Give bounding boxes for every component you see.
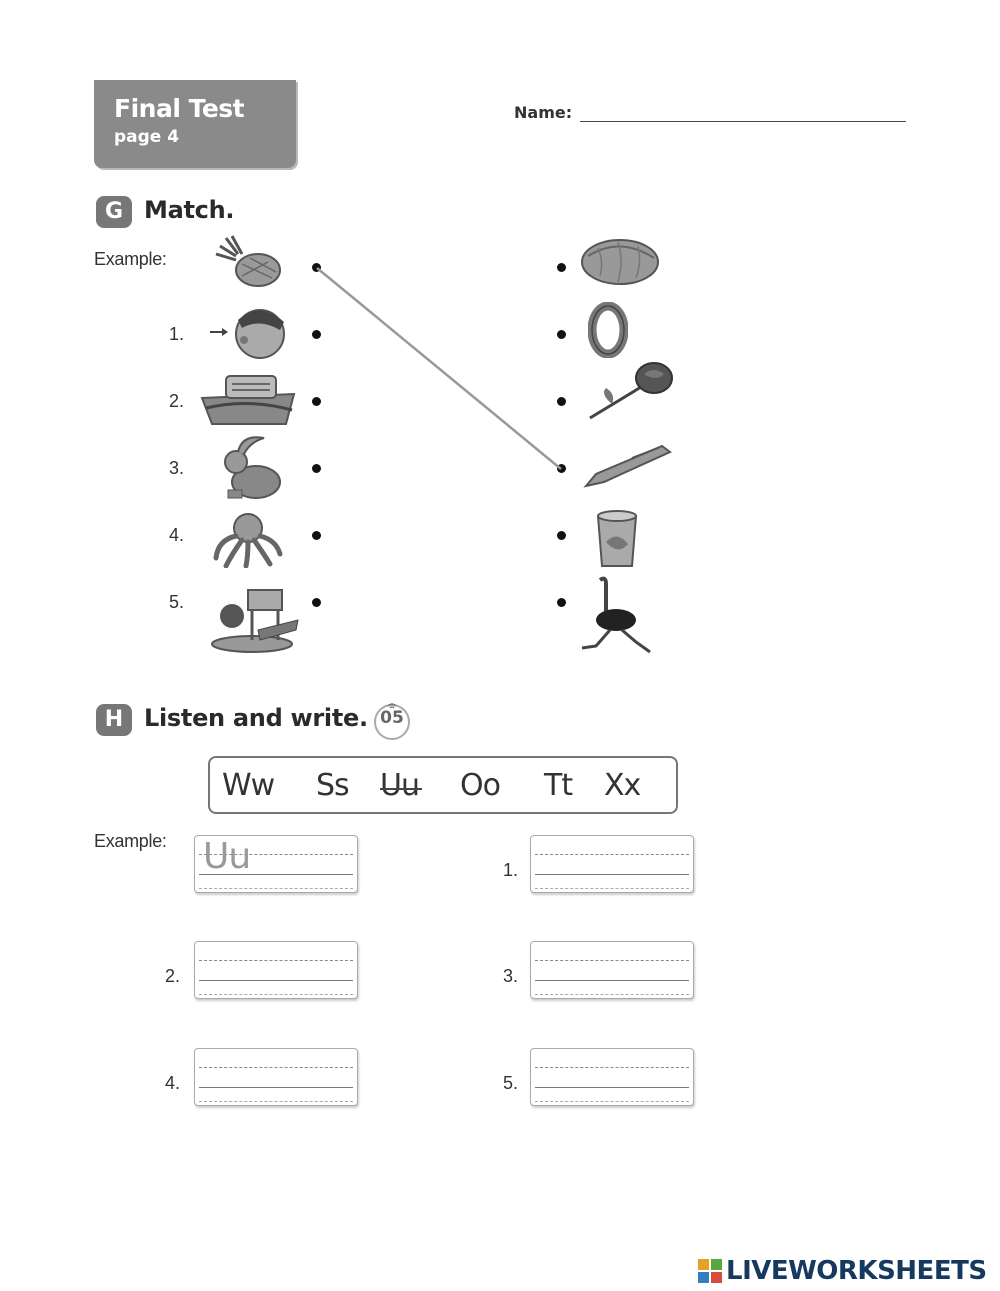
write-box-1[interactable] <box>530 835 694 893</box>
letter-ww: Ww <box>222 768 275 803</box>
test-page: page 4 <box>114 127 180 147</box>
letter-ss: Ss <box>316 768 349 803</box>
match-num-4: 4. <box>168 525 184 545</box>
letter-uu: Uu <box>380 768 419 803</box>
letter-tt: Tt <box>544 768 573 803</box>
ostrich-icon <box>576 574 656 654</box>
write-num-4: 4. <box>164 1073 180 1093</box>
section-g-title: Match. <box>144 196 235 224</box>
letter-uu-strike <box>380 788 422 790</box>
section-g-badge: G <box>96 196 132 228</box>
match-example-label: Example: <box>94 249 167 269</box>
write-box-2[interactable] <box>194 941 358 999</box>
section-h-badge: H <box>96 704 132 736</box>
write-num-5: 5. <box>502 1073 518 1093</box>
write-example-answer: Uu <box>203 836 251 877</box>
walnut-icon <box>578 232 662 288</box>
letter-xx: Xx <box>604 768 641 803</box>
test-title: Final Test <box>114 94 245 123</box>
rose-icon <box>586 360 676 424</box>
write-box-example <box>194 835 358 893</box>
match-num-2: 2. <box>168 391 184 411</box>
write-example-label: Example: <box>94 831 167 851</box>
pen-icon <box>582 440 672 490</box>
audio-track-number: 05 <box>380 708 404 728</box>
match-num-5: 5. <box>168 592 184 612</box>
o-ring-icon <box>588 302 628 358</box>
liveworksheets-logo-icon <box>698 1259 722 1283</box>
write-box-4[interactable] <box>194 1048 358 1106</box>
write-box-5[interactable] <box>530 1048 694 1106</box>
match-num-3: 3. <box>168 458 184 478</box>
brand-name: LIVEWORKSHEETS <box>726 1256 987 1286</box>
section-h-title: Listen and write. <box>144 704 368 732</box>
letter-oo: Oo <box>460 768 500 803</box>
match-num-1: 1. <box>168 324 184 344</box>
write-box-3[interactable] <box>530 941 694 999</box>
write-num-3: 3. <box>502 966 518 986</box>
write-num-1: 1. <box>502 860 518 880</box>
name-label: Name: <box>514 103 573 122</box>
write-num-2: 2. <box>164 966 180 986</box>
juice-icon <box>592 506 642 570</box>
